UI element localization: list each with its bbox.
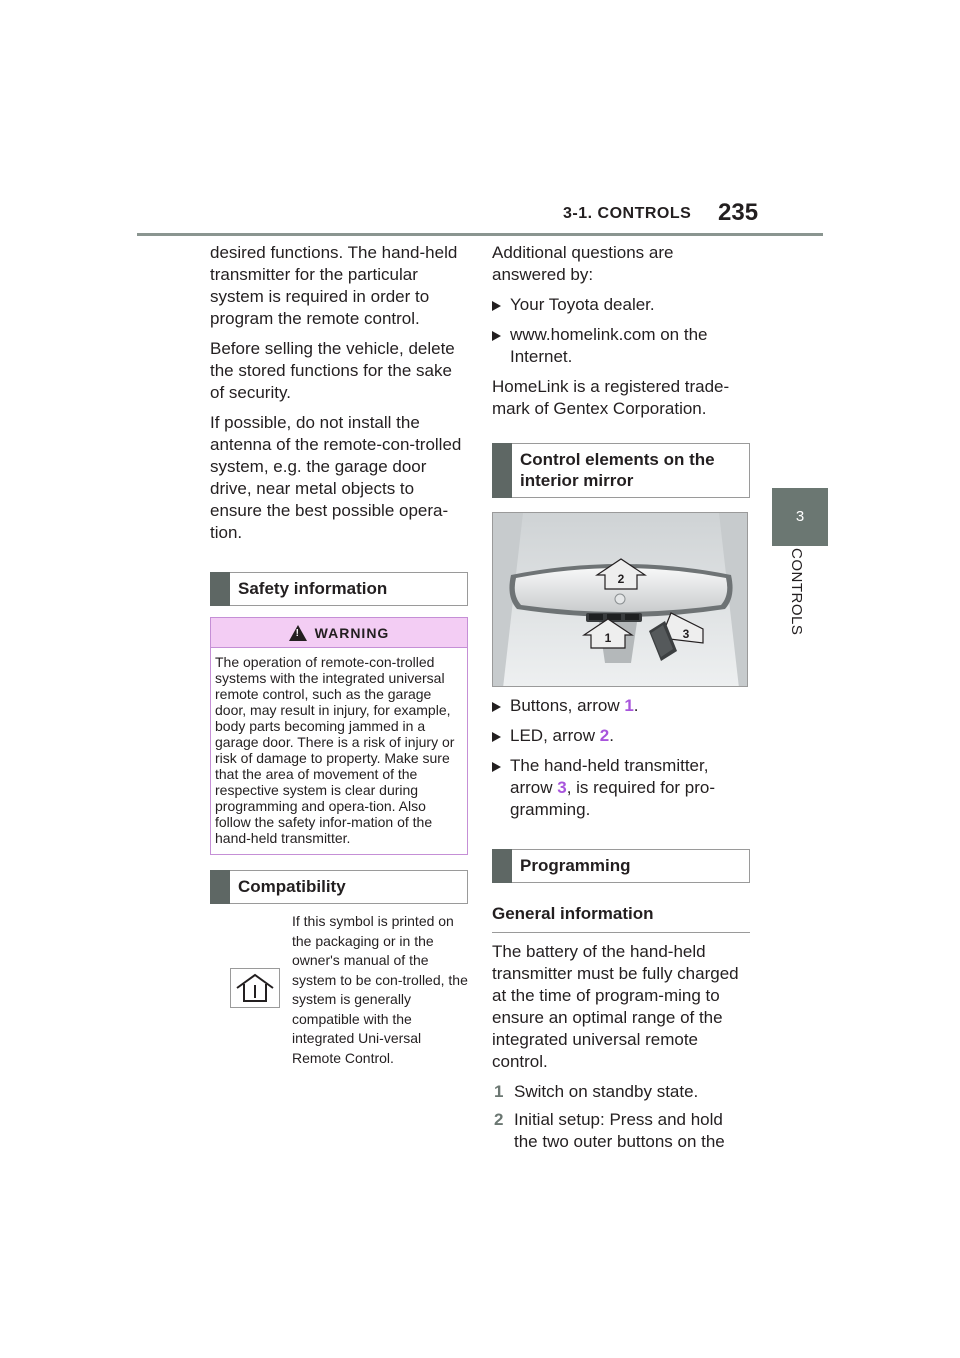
page-number: 235 <box>718 199 759 226</box>
list-item: Your Toyota dealer. <box>492 294 750 316</box>
warning-text: The operation of remote-con-trolled systems with the integrated universal remote control, such as the garage door, may result in injury, for example, body parts becoming jammed in a garage door. There is a risk of injury or risk of damage to property. Make sure that the area of movement of the respective system is clear during programming and opera-tion. Also follow the safety infor-mation of the hand-held transmitter. <box>215 654 455 846</box>
header-divider <box>137 233 823 236</box>
paragraph: Before selling the vehicle, delete the stored functions for the sake of security. <box>210 339 455 402</box>
figure-label-1: 1 <box>604 631 612 645</box>
mirror-illustration <box>493 513 748 687</box>
figure-label-2: 2 <box>617 572 625 586</box>
paragraph: Additional questions are answered by: <box>492 243 674 284</box>
list-item: LED, arrow 2. <box>492 725 750 747</box>
list-item: Buttons, arrow 1. <box>492 695 750 717</box>
list-item: www.homelink.com on the Internet. <box>492 324 750 368</box>
compat-text: If this symbol is printed on the packaging or in the owner's manual of the system to be con-trolled, the system is generally compatible with the integrated Uni-versal Remote Control. <box>292 913 468 1066</box>
chapter-label: CONTROLS <box>788 548 805 636</box>
house-symbol-icon <box>230 968 280 1008</box>
step-item: 1 Switch on standby state. <box>494 1082 699 1101</box>
paragraph: If possible, do not install the antenna of the remote-con-trolled system, e.g. the garage door drive, near metal objects to ensure the best possible opera-tion. <box>210 413 462 542</box>
safety-heading: Safety information <box>210 572 468 606</box>
warning-triangle-icon <box>289 625 307 641</box>
paragraph: The battery of the hand-held transmitter must be fully charged at the time of program-ming to ensure an optimal range of the integrated universal remote control. <box>492 942 739 1071</box>
chapter-tab[interactable]: 3 <box>772 488 828 546</box>
warning-box <box>210 617 468 855</box>
section-title: 3-1. CONTROLS <box>563 205 692 222</box>
mirror-figure <box>492 512 748 687</box>
figure-label-3: 3 <box>682 627 690 641</box>
warning-title: ! WARNING <box>211 618 467 648</box>
compat-section <box>210 904 468 1066</box>
compat-heading: Compatibility <box>210 870 468 904</box>
right-column <box>492 242 750 1159</box>
left-column <box>210 242 468 1066</box>
programming-heading: Programming <box>492 849 750 883</box>
general-heading: General information <box>492 903 750 933</box>
paragraph: desired functions. The hand-held transmitter for the particular system is required in order to program the remote control. <box>210 243 458 328</box>
list-item: The hand-held transmitter, arrow 3, is required for pro-gramming. <box>492 755 750 821</box>
paragraph: HomeLink is a registered trade-mark of Gentex Corporation. <box>492 377 730 418</box>
controls-heading: Control elements on the interior mirror <box>492 443 750 498</box>
step-item: 2 Initial setup: Press and hold the two outer buttons on the <box>494 1110 725 1151</box>
